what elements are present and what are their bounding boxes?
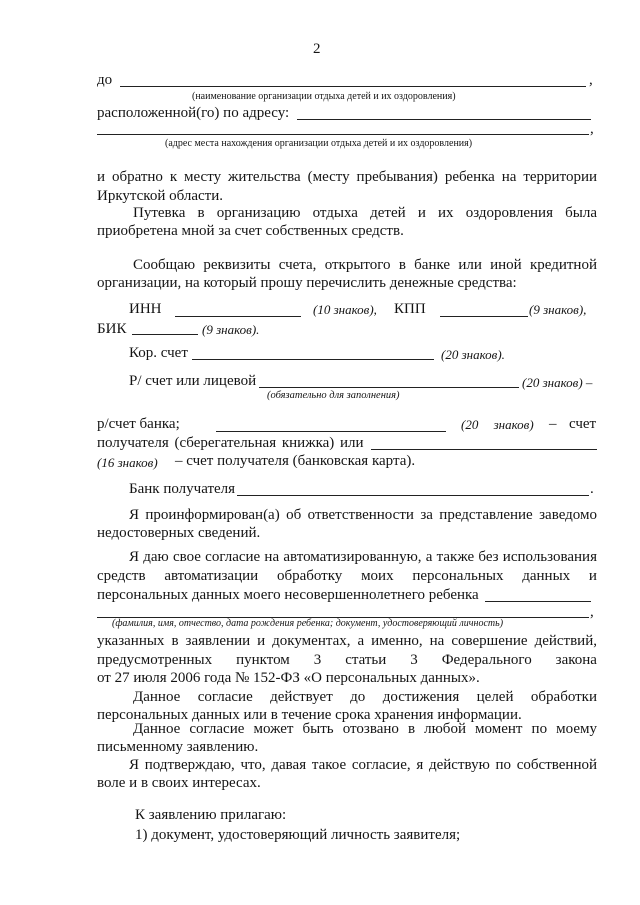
attachments-heading: К заявлению прилагаю:: [135, 807, 287, 823]
consent-line3: персональных данных моего несовершеннолетнего ребенка: [97, 587, 479, 603]
consent-word: статьи: [345, 652, 387, 668]
org-name-caption: (наименование организации отдыха детей и их оздоровления): [192, 91, 456, 102]
details-line2: организации, на который прошу перечислить денежные средства:: [97, 275, 517, 291]
address-field-line1[interactable]: [297, 119, 591, 120]
informed-line2: недостоверных сведений.: [97, 525, 261, 541]
bank-name-label: Банк получателя: [129, 481, 236, 497]
consent-word: автоматизации: [164, 568, 259, 584]
account-label: Р/ счет или лицевой: [129, 373, 257, 389]
return-line1: и обратно к месту жительства (месту пребывания) ребенка на территории: [97, 169, 597, 185]
inn-hint: (10 знаков),: [313, 302, 377, 317]
informed-line1: Я проинформирован(а) об ответственности за представление заведомо: [129, 507, 597, 523]
bik-label: БИК: [97, 321, 127, 337]
consent-word: Федерального: [441, 652, 532, 668]
bank-account-field[interactable]: [216, 431, 446, 432]
located-label: расположенной(го) по адресу:: [97, 105, 290, 121]
voucher-line1: Путевка в организацию отдыха детей и их оздоровления была: [133, 205, 597, 221]
validity-line1: Данное согласие действует до достижения целей обработки: [133, 689, 597, 705]
savings-label: получателя (сберегательная книжка) или: [97, 435, 364, 451]
bank-account-word: счет: [569, 416, 597, 432]
bank-name-period: .: [590, 481, 594, 497]
kpp-hint: (9 знаков),: [529, 302, 587, 317]
bank-account-hint: (20 знаков): [461, 417, 534, 432]
child-comma: ,: [590, 604, 594, 620]
address-field-line2[interactable]: [97, 134, 589, 135]
confirm-line2: воле и в своих интересах.: [97, 775, 261, 791]
consent-word: пунктом: [236, 652, 290, 668]
consent-word: моих: [361, 568, 394, 584]
account-hint: (20 знаков) –: [522, 375, 593, 390]
validity-line2: персональных данных или в течение срока хранения информации.: [97, 707, 522, 723]
child-caption: (фамилия, имя, отчество, дата рождения ребенка; документ, удостоверяющий личность): [112, 618, 504, 629]
corr-field[interactable]: [192, 359, 434, 360]
bik-hint: (9 знаков).: [202, 322, 260, 337]
account-field[interactable]: [259, 387, 519, 388]
details-line1: Сообщаю реквизиты счета, открытого в банке или иной кредитной: [133, 257, 597, 273]
inn-label: ИНН: [129, 301, 162, 317]
kpp-label: КПП: [394, 301, 426, 317]
corr-label: Кор. счет: [129, 345, 188, 361]
bank-account-label: р/счет банка;: [97, 416, 180, 432]
consent-line4: указанных в заявлении и документах, а именно, на совершение действий,: [97, 633, 597, 649]
voucher-line2: приобретена мной за счет собственных средств.: [97, 223, 404, 239]
consent-word: данных: [522, 568, 571, 584]
consent-word: персональных: [412, 568, 504, 584]
confirm-line1: Я подтверждаю, что, давая такое согласие, я действую по собственной: [129, 757, 597, 773]
org-name-field[interactable]: [120, 86, 586, 87]
consent-word: закона: [555, 652, 597, 668]
consent-word: предусмотренных: [97, 652, 213, 668]
org-name-comma: ,: [589, 72, 593, 88]
consent-line6: от 27 июля 2006 года № 152-ФЗ «О персональных данных».: [97, 670, 480, 686]
consent-word: 3: [410, 652, 418, 668]
account-required: (обязательно для заполнения): [267, 390, 400, 401]
consent-word: и: [588, 568, 597, 584]
corr-hint: (20 знаков).: [441, 347, 505, 362]
address-caption: (адрес места нахождения организации отдыха детей и их оздоровления): [165, 138, 473, 149]
bank-name-field[interactable]: [237, 495, 589, 496]
bik-field[interactable]: [132, 334, 198, 335]
revoke-line2: письменному заявлению.: [97, 739, 259, 755]
child-field-line1[interactable]: [485, 601, 591, 602]
consent-line5: [97, 651, 597, 670]
attachment-item-1: 1) документ, удостоверяющий личность заявителя;: [135, 827, 461, 843]
to-label: до: [97, 72, 113, 88]
inn-field[interactable]: [175, 316, 301, 317]
consent-word: обработку: [276, 568, 343, 584]
return-line2: Иркутской области.: [97, 188, 223, 204]
card-label: – счет получателя (банковская карта).: [175, 453, 416, 469]
consent-line2: [97, 567, 597, 586]
address-comma: ,: [590, 121, 594, 137]
bank-account-dash: –: [549, 416, 557, 432]
kpp-field[interactable]: [440, 316, 528, 317]
revoke-line1: Данное согласие может быть отозвано в любой момент по моему: [133, 721, 597, 737]
savings-field[interactable]: [371, 449, 597, 450]
consent-word: средств: [97, 568, 146, 584]
card-hint: (16 знаков): [97, 455, 158, 470]
page-number: 2: [313, 41, 321, 57]
consent-line1: Я даю свое согласие на автоматизированную, а также без использования: [129, 549, 597, 565]
consent-word: 3: [313, 652, 322, 668]
